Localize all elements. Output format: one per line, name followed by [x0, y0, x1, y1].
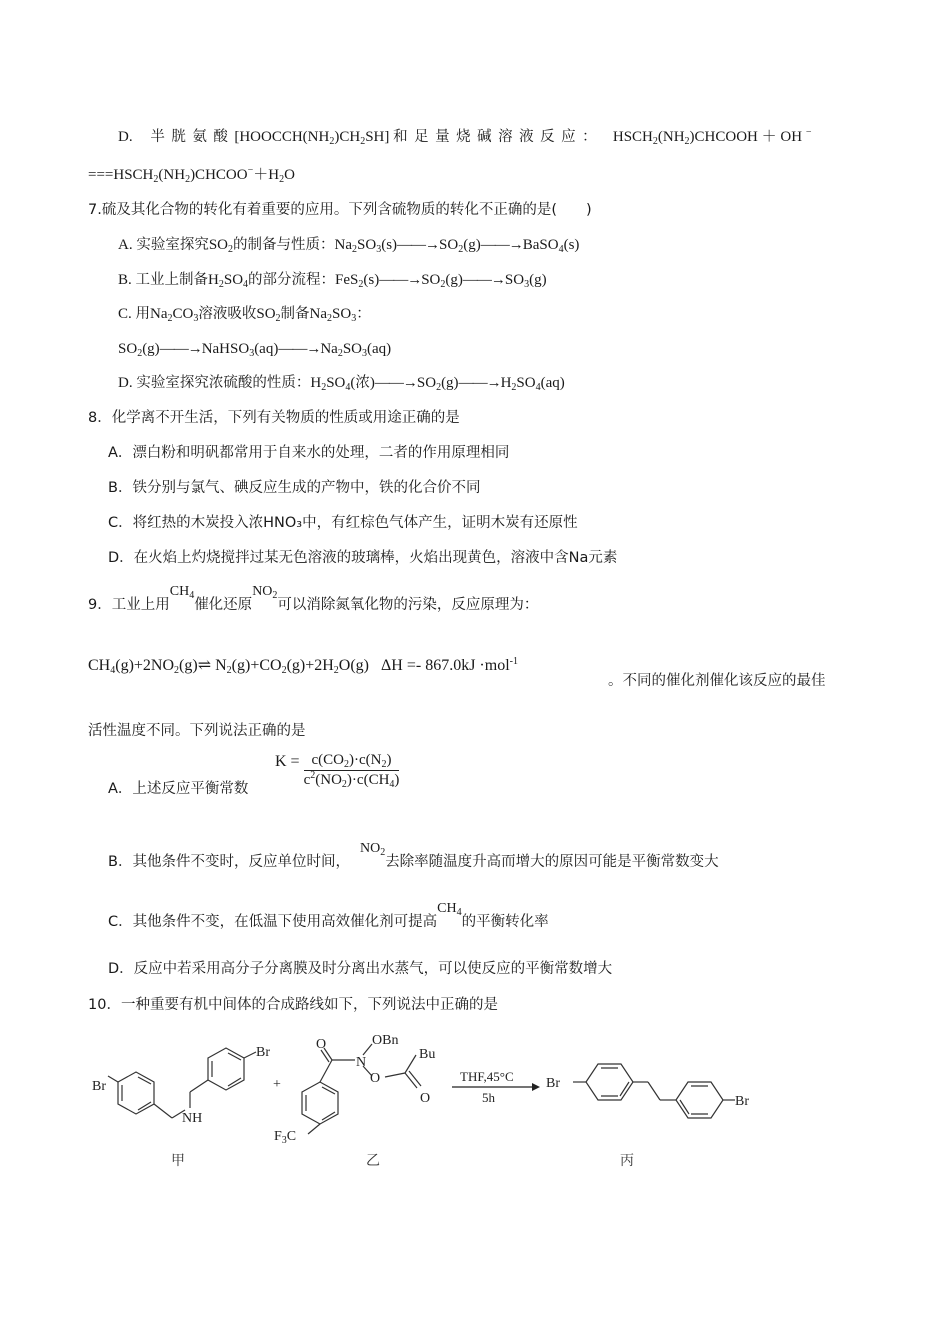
option-label: A.	[118, 237, 133, 253]
reagent-no2: $NO_2$	[252, 584, 278, 601]
fraction-denominator: $c^2(NO_2)\cdot c(CH_4)$	[303, 770, 400, 790]
option-label: D.	[118, 129, 133, 145]
reagent-ch4: $CH_4$	[169, 584, 195, 601]
q6-option-d-text2: 和足量烧碱溶液反应：	[393, 129, 604, 145]
q6-option-d-text: 半胱氨酸	[150, 129, 235, 145]
arrow-icon: ——→	[458, 375, 501, 391]
q9-stem: 9．工业上用$CH_4$催化还原$NO_2$可以消除氮氧化物的污染，反应原理为：	[88, 584, 539, 613]
arrow-icon: ——→	[480, 237, 523, 253]
arrow-icon: ——→	[374, 375, 417, 391]
arrow-icon: ——→	[462, 272, 505, 288]
compound-label-jia: 甲	[171, 1153, 185, 1169]
q10-stem	[88, 996, 498, 1014]
q7-option-c-chain: $SO_2(g)——\to NaHSO_3(aq)——\to Na_2SO_3(aq)$	[118, 341, 392, 359]
atom-f3c: $F_3C$	[274, 1129, 297, 1146]
atom-obn: OBn	[372, 1033, 399, 1048]
q8-stem	[88, 409, 460, 427]
question-stem: 一种重要有机中间体的合成路线如下，下列说法中正确的是	[120, 997, 498, 1013]
q8-option-b[interactable]	[108, 479, 480, 497]
q6-option-d	[118, 128, 811, 146]
option-text: 将红热的木炭投入浓HNO₃中，有红棕色气体产生，证明木炭有还原性	[132, 515, 578, 531]
condition-top: THF,45°C	[460, 1069, 514, 1084]
compound-bing-structure	[573, 1064, 735, 1118]
question-number: 8．	[88, 410, 112, 426]
option-label: C.	[118, 306, 132, 322]
compound-label-bing: 丙	[620, 1153, 634, 1169]
species-ch4: $CH_4$	[437, 901, 462, 918]
arrow-icon: ——→	[379, 272, 422, 288]
q8-option-d[interactable]	[108, 549, 617, 567]
compound-jia-structure	[108, 1048, 256, 1118]
fraction-numerator: $c(CO_2)\cdot c(N_2)$	[304, 752, 400, 771]
atom-br: Br	[546, 1076, 560, 1091]
equation-line1: $HSCH_2(NH_2)CHCOOH$ ＋ OH −	[612, 127, 812, 147]
q8-option-c[interactable]	[108, 514, 578, 532]
atom-bu: Bu	[419, 1047, 436, 1062]
atom-o: O	[316, 1037, 327, 1052]
question-stem: 化学离不开生活，下列有关物质的性质或用途正确的是	[111, 410, 460, 426]
atom-o: O	[370, 1071, 381, 1086]
option-label: A．	[108, 445, 133, 461]
option-label: B．	[108, 854, 133, 870]
q7-stem	[88, 201, 592, 219]
reaction-scheme	[80, 1030, 780, 1180]
option-text: 在火焰上灼烧搅拌过某无色溶液的玻璃棒，火焰出现黄色，溶液中含Na元素	[133, 550, 618, 566]
q9-option-d[interactable]	[108, 960, 612, 978]
option-label: C．	[108, 515, 133, 531]
question-number: 7.	[88, 202, 102, 218]
option-label: B.	[118, 272, 132, 288]
q9-option-b[interactable]: B．其他条件不变时，反应单位时间，$NO_2$去除率随温度升高而增大的原因可能是平衡常数变大	[108, 841, 719, 870]
q7-option-c[interactable]: C. 用$Na_2CO_3$溶液吸收$SO_2$制备$Na_2SO_3$：	[118, 306, 371, 324]
equation-line2: $===HSCH_2(NH_2)CHCOO^-+H_2O$	[88, 165, 295, 185]
atom-nh: NH	[182, 1111, 203, 1126]
species-no2: $NO_2$	[359, 841, 386, 858]
arrow-icon: ——→	[397, 237, 440, 253]
condition-bottom: 5h	[482, 1090, 495, 1105]
arrow-icon: ——→	[159, 341, 202, 357]
atom-br: Br	[735, 1094, 749, 1109]
q9-equation: $CH_4(g)+2NO_2(g)\rightleftharpoons$ $N_2(g)+CO_2(g)+2H_2O(g) \Delta H =- 867.0kJ \cdot mol^{-1}$	[88, 656, 518, 676]
option-label: C．	[108, 914, 133, 930]
atom-br: Br	[256, 1045, 270, 1060]
equilibrium-constant-formula: K = $\frac{c(CO_2)\cdot c(N_2)}{c^2(NO_2)\cdot c(CH_4)}$	[275, 752, 400, 790]
q9-stem-cont2: 活性温度不同。下列说法正确的是	[88, 723, 306, 739]
question-stem: 硫及其化合物的转化有着重要的应用。下列含硫物质的转化不正确的是( )	[101, 202, 592, 218]
option-label: A．	[108, 781, 133, 797]
compound: $[HOOCCH(NH_2)CH_2SH]$	[234, 129, 390, 147]
q7-option-b[interactable]: B. 工业上制备$H_2SO_4$的部分流程：$FeS_2(s)——\to SO_2(g)——\to SO_3(g)$	[118, 272, 547, 290]
q8-option-a[interactable]	[108, 444, 509, 462]
q7-option-d[interactable]: D. 实验室探究浓硫酸的性质：$H_2SO_4$(浓)$——\to SO_2(g)——\to H_2SO_4(aq)$	[118, 375, 565, 393]
compound-label-yi: 乙	[366, 1153, 380, 1169]
q9-option-c[interactable]: C．其他条件不变，在低温下使用高效催化剂可提高$CH_4$的平衡转化率	[108, 901, 549, 930]
option-label: D．	[108, 550, 134, 566]
option-text: 漂白粉和明矾都常用于自来水的处理，二者的作用原理相同	[132, 445, 510, 461]
option-text: 铁分别与氯气、碘反应生成的产物中，铁的化合价不同	[132, 480, 481, 496]
question-number: 9．	[88, 597, 112, 613]
atom-n: N	[356, 1055, 367, 1070]
arrow-icon: ——→	[278, 341, 321, 357]
question-number: 10．	[88, 997, 121, 1013]
q7-option-a[interactable]: A. 实验室探究$SO_2$的制备与性质：$Na_2SO_3(s)——\to SO_2(g)——\to BaSO_4(s)$	[118, 237, 580, 255]
plus-sign: +	[273, 1077, 281, 1092]
atom-br: Br	[92, 1079, 106, 1094]
q9-option-a[interactable]	[108, 780, 248, 798]
option-text: 上述反应平衡常数	[132, 781, 249, 797]
option-label: D.	[118, 375, 133, 391]
option-text: 反应中若采用高分子分离膜及时分离出水蒸气，可以使反应的平衡常数增大	[133, 961, 613, 977]
arrow-icon	[532, 1083, 540, 1091]
option-label: B．	[108, 480, 133, 496]
q9-stem-cont: 。不同的催化剂催化该反应的最佳	[608, 673, 826, 689]
atom-o: O	[420, 1091, 431, 1106]
option-label: D．	[108, 961, 134, 977]
